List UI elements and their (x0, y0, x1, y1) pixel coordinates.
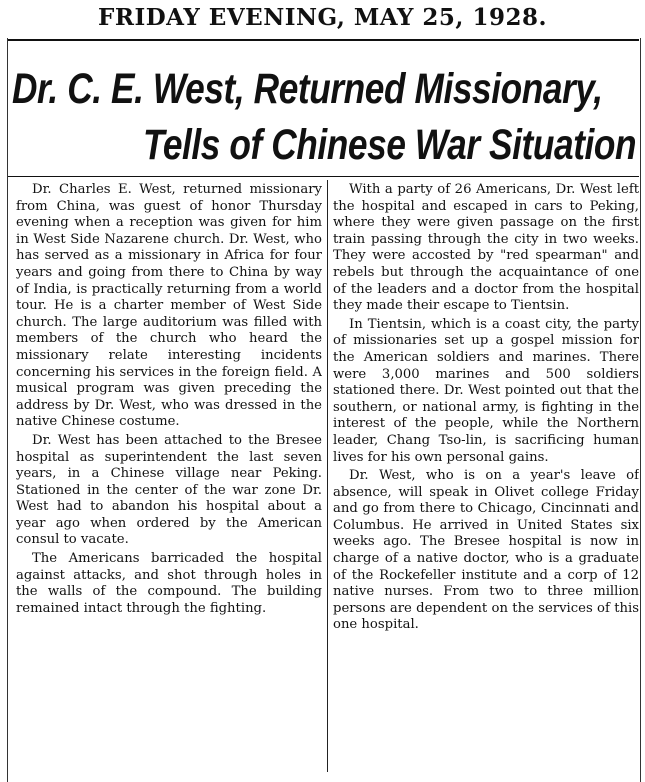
paragraph: With a party of 26 Americans, Dr. West left the hospital and escaped in cars to Peking, where they were given passage on the first train passing through the city in two weeks. They were accosted by "red spearman" and rebels but through the acquaintance of one of the leaders and a doctor from the hospital they made their escape to Tientsin. (333, 182, 639, 314)
paragraph: Dr. West, who is on a year's leave of absence, will speak in Olivet college Friday and go from there to Chicago, Cincinnati and Columbus. He arrived in United States six weeks ago. The Bresee hospital is now in charge of a native doctor, who is a graduate of the Rockefeller institute and a corp of 12 native nurses. From two to three million persons are dependent on the services of this one hospital. (333, 468, 639, 633)
page-date-line: FRIDAY EVENING, MAY 25, 1928. (98, 4, 547, 31)
column-divider (327, 180, 328, 772)
frame-left-border (7, 38, 8, 782)
paragraph: The Americans barricaded the hospital against attacks, and shot through holes in the walls of the compound. The building remained intact through the fighting. (16, 551, 322, 616)
headline-line-1: Dr. C. E. West, Returned Missionary, (12, 65, 603, 113)
article-column-left (16, 182, 322, 772)
frame-right-border (640, 38, 641, 782)
article-column-right (333, 182, 639, 772)
paragraph: In Tientsin, which is a coast city, the party of missionaries set up a gospel mission for the American soldiers and marines. There were 3,000 marines and 500 soldiers stationed there. Dr. West pointed out that the southern, or national army, is fighting in the interest of the people, while the Northern leader, Chang Tso-lin, is sacrificing human lives for his own personal gains. (333, 316, 639, 465)
headline-rule (8, 176, 639, 177)
headline-line-2: Tells of Chinese War Situation (143, 121, 637, 169)
paragraph: Dr. Charles E. West, returned missionary from China, was guest of honor Thursday evening when a reception was given for him in West Side Nazarene church. Dr. West, who has served as a missionary in Africa for four years and going from there to China by way of India, is practically returning from a world tour. He is a charter member of West Side church. The large auditorium was filled with members of the church who heard the missionary relate interesting incidents concerning his services in the foreign field. A musical program was given preceding the address by Dr. West, who was dressed in the native Chinese costume. (16, 182, 322, 430)
top-rule (8, 39, 639, 41)
paragraph: Dr. West has been attached to the Bresee hospital as superintendent the last seven years, in a Chinese village near Peking. Stationed in the center of the war zone Dr. West had to abandon his hospital about a year ago when ordered by the American consul to vacate. (16, 432, 322, 548)
